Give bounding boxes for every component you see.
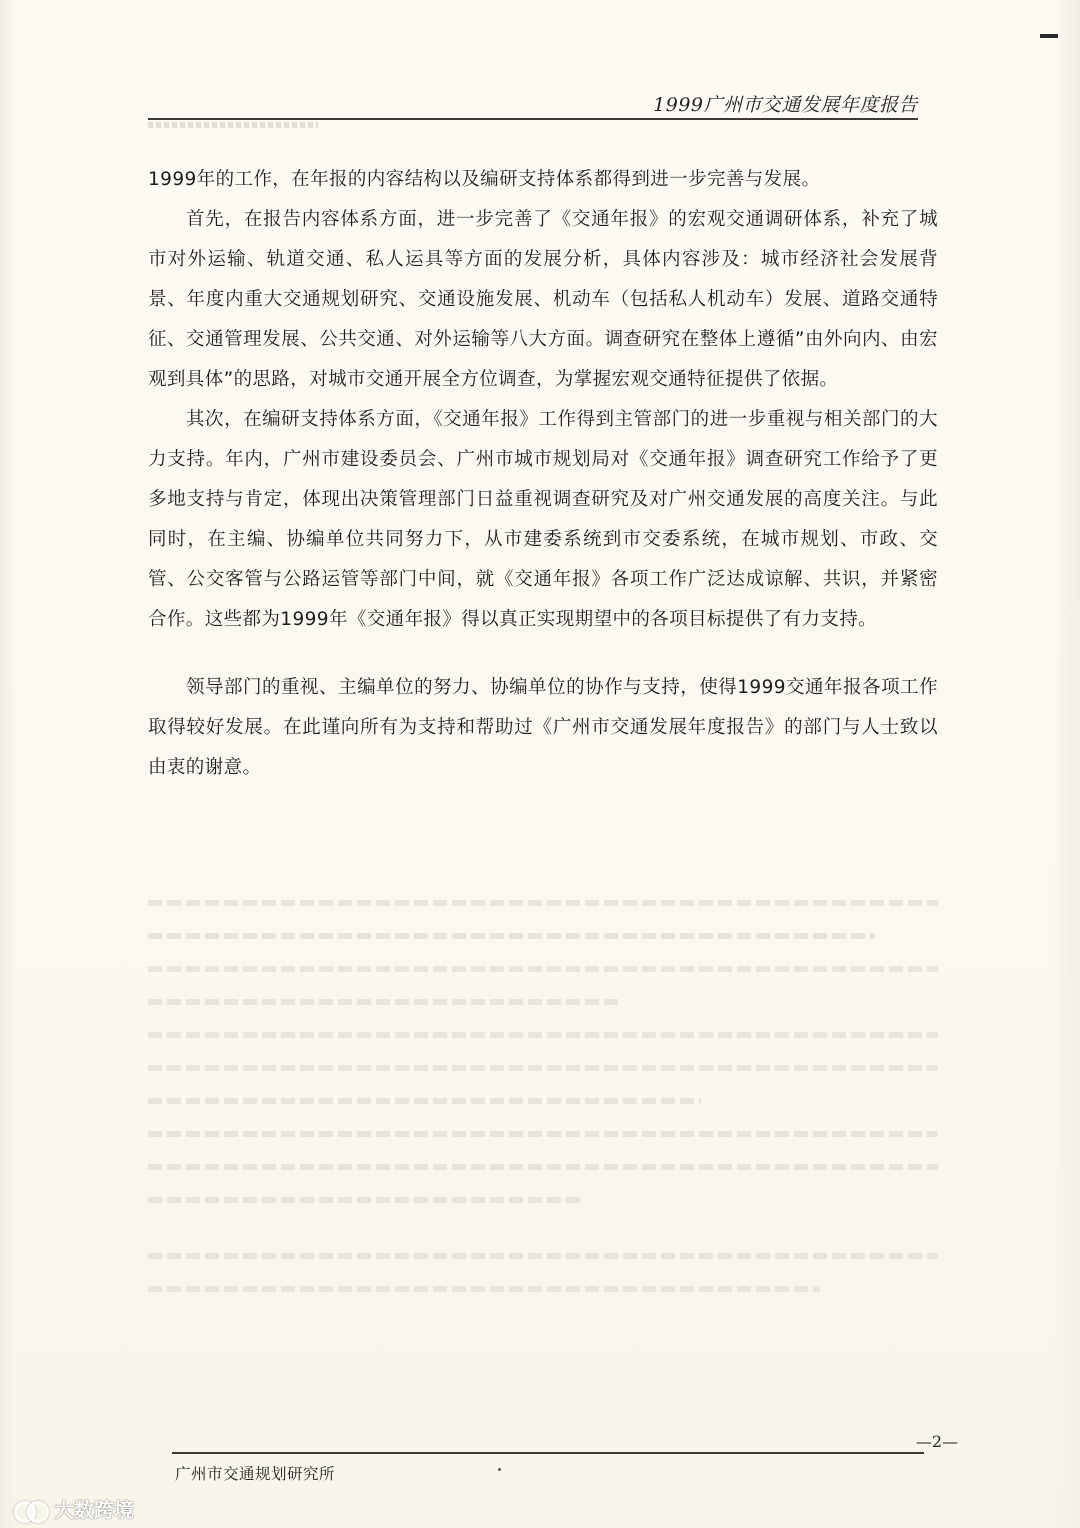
footer-organization: 广州市交通规划研究所 <box>175 1465 336 1483</box>
bleed-through-line <box>148 1253 938 1259</box>
header-title: 1999广州市交通发展年度报告 <box>653 94 918 116</box>
paragraph-4: 领导部门的重视、主编单位的努力、协编单位的协作与支持，使得1999交通年报各项工作取得较好发展。在此谨向所有为支持和帮助过《广州市交通发展年度报告》的部门与人士致以由衷的谢意。 <box>148 677 938 778</box>
watermark <box>14 1494 134 1523</box>
bleed-through-line <box>148 1131 938 1137</box>
page-number: —2— <box>915 1432 958 1451</box>
bleed-through-line <box>148 1032 938 1038</box>
body-text <box>148 160 938 788</box>
paragraph-2: 首先，在报告内容体系方面，进一步完善了《交通年报》的宏观交通调研体系，补充了城市对外运输、轨道交通、私人运具等方面的发展分析，具体内容涉及：城市经济社会发展背景、年度内重大交通规划研究、交通设施发展、机动车（包括私人机动车）发展、道路交通特征、交通管理发展、公共交通、对外运输等八大方面。调查研究在整体上遵循”由外向内、由宏观到具体”的思路，对城市交通开展全方位调查，为掌握宏观交通特征提供了依据。 <box>148 209 938 390</box>
paragraph-3: 其次，在编研支持体系方面，《交通年报》工作得到主管部门的进一步重视与相关部门的大力支持。年内，广州市建设委员会、广州市城市规划局对《交通年报》调查研究工作给予了更多地支持与肯定，体现出决策管理部门日益重视调查研究及对广州交通发展的高度关注。与此同时，在主编、协编单位共同努力下，从市建委系统到市交委系统，在城市规划、市政、交管、公交客管与公路运管等部门中间，就《交通年报》各项工作广泛达成谅解、共识，并紧密合作。这些都为1999年《交通年报》得以真正实现期望中的各项目标提供了有力支持。 <box>148 409 938 630</box>
double-circle-logo-icon <box>14 1498 48 1520</box>
scan-corner-mark <box>1040 34 1058 38</box>
bleed-through-line <box>148 1164 938 1170</box>
watermark-text: 大数跨境 <box>54 1498 134 1522</box>
footer-rule <box>172 1452 924 1454</box>
bleed-through-line <box>148 1065 938 1071</box>
bleed-through-line <box>148 966 938 972</box>
scan-dot <box>498 1468 501 1471</box>
scan-edge-right <box>1052 0 1080 1528</box>
scan-edge-left <box>0 0 16 1528</box>
bleed-through-line <box>148 999 622 1005</box>
header-rule <box>148 118 918 120</box>
bleed-through-line <box>148 933 875 939</box>
header-faint-mark <box>148 122 318 128</box>
bleed-through-text <box>148 900 938 1380</box>
bleed-through-line <box>148 1197 583 1203</box>
bleed-through-line <box>148 900 938 906</box>
bleed-through-line <box>148 1098 701 1104</box>
paragraph-1: 1999年的工作，在年报的内容结构以及编研支持体系都得到进一步完善与发展。 <box>148 169 821 190</box>
bleed-through-line <box>148 1286 820 1292</box>
